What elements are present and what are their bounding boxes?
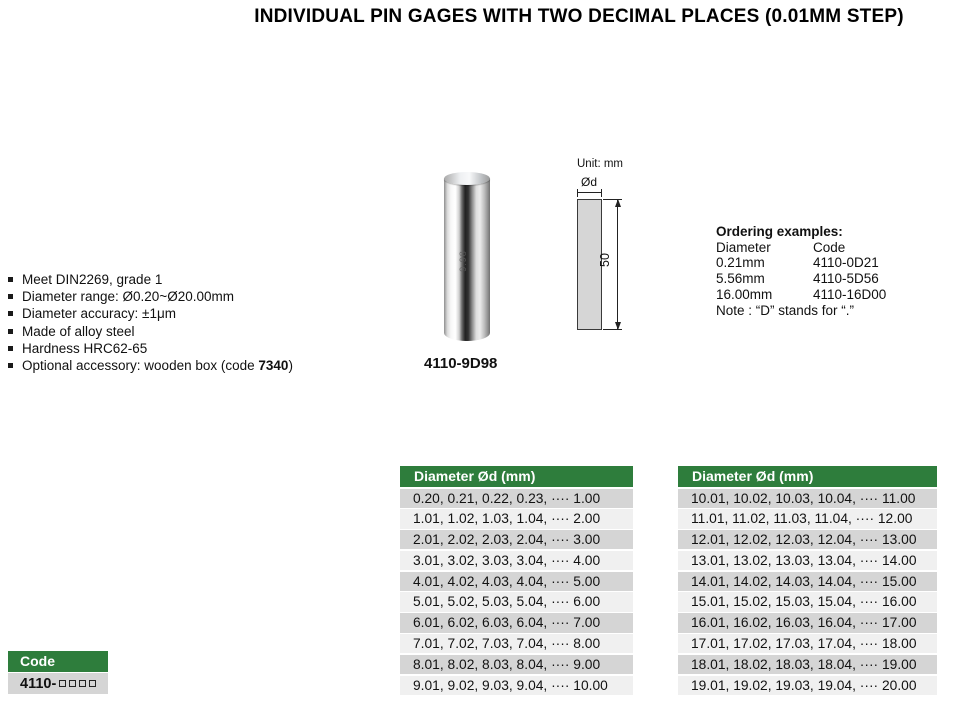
ordering-example-row [716, 271, 886, 287]
diameter-table-2 [678, 466, 937, 695]
feature-text: Meet DIN2269, grade 1 [22, 272, 163, 287]
table-row: 12.01, 12.02, 12.03, 12.04, ···· 13.00 [678, 530, 937, 549]
bullet-square-icon [8, 363, 13, 368]
ordering-title: Ordering examples: [716, 224, 843, 239]
code-panel [8, 651, 108, 694]
table-row: 13.01, 13.02, 13.03, 13.04, ···· 14.00 [678, 551, 937, 570]
product-code-label: 4110-9D98 [424, 355, 498, 372]
feature-text: Hardness HRC62-65 [22, 340, 148, 356]
table-row: 6.01, 6.02, 6.03, 6.04, ···· 7.00 [400, 613, 633, 632]
ordering-diameter: 16.00mm [716, 286, 773, 302]
page-title: INDIVIDUAL PIN GAGES WITH TWO DECIMAL PLACES (0.01MM STEP) [254, 6, 904, 27]
code-prefix: 4110- [20, 675, 57, 692]
ordering-example-row [716, 287, 886, 303]
table-row: 10.01, 10.02, 10.03, 10.04, ···· 11.00 [678, 489, 937, 508]
ordering-diameter: 5.56mm [716, 271, 765, 287]
ordering-col-code: Code [813, 239, 846, 255]
feature-item [8, 288, 293, 305]
table-row: 14.01, 14.02, 14.03, 14.04, ···· 15.00 [678, 572, 937, 591]
table-row: 9.01, 9.02, 9.03, 9.04, ···· 10.00 [400, 676, 633, 695]
feature-item [8, 305, 293, 322]
table-body [400, 489, 633, 695]
table-row: 2.01, 2.02, 2.03, 2.04, ···· 3.00 [400, 530, 633, 549]
table-body [678, 489, 937, 695]
ordering-example-row [716, 255, 886, 271]
table-row: 16.01, 16.02, 16.03, 16.04, ···· 17.00 [678, 613, 937, 632]
bullet-square-icon [8, 329, 13, 334]
pin-gage-photo [444, 178, 490, 341]
diameter-dim-line [577, 192, 602, 193]
table-row: 3.01, 3.02, 3.03, 3.04, ···· 4.00 [400, 551, 633, 570]
code-placeholder-box [89, 680, 96, 687]
table-row: 11.01, 11.02, 11.03, 11.04, ···· 12.00 [678, 509, 937, 528]
diameter-table-1 [400, 466, 633, 695]
unit-label: Unit: mm [577, 158, 623, 170]
ordering-code: 4110-0D21 [813, 255, 879, 271]
table-row: 7.01, 7.02, 7.03, 7.04, ···· 8.00 [400, 634, 633, 653]
bullet-square-icon [8, 294, 13, 299]
feature-text: Optional accessory: wooden box (code 7340) [22, 358, 293, 374]
table-row: 19.01, 19.02, 19.03, 19.04, ···· 20.00 [678, 676, 937, 695]
ordering-header-row [716, 240, 886, 256]
length-dim-line [617, 200, 618, 329]
table-row: 5.01, 5.02, 5.03, 5.04, ···· 6.00 [400, 592, 633, 611]
code-placeholder-boxes [56, 680, 96, 687]
table-row: 4.01, 4.02, 4.03, 4.04, ···· 5.00 [400, 572, 633, 591]
feature-text: Diameter accuracy: ±1μm [22, 306, 176, 322]
feature-text: Diameter range: Ø0.20~Ø20.00mm [22, 289, 234, 305]
ordering-rows [716, 255, 886, 302]
table-row: 18.01, 18.02, 18.03, 18.04, ···· 19.00 [678, 655, 937, 674]
table-row: 1.01, 1.02, 1.03, 1.04, ···· 2.00 [400, 509, 633, 528]
table-header: Diameter Ød (mm) [678, 466, 937, 487]
table-row: 0.20, 0.21, 0.22, 0.23, ···· 1.00 [400, 489, 633, 508]
ordering-note: Note : “D” stands for “.” [716, 302, 855, 318]
ordering-code: 4110-5D56 [813, 271, 879, 287]
code-placeholder-box [69, 680, 76, 687]
code-panel-value [8, 673, 108, 694]
table-row: 15.01, 15.02, 15.03, 15.04, ···· 16.00 [678, 592, 937, 611]
table-row: 17.01, 17.02, 17.03, 17.04, ···· 18.00 [678, 634, 937, 653]
diameter-dim-label: Ød [580, 175, 597, 189]
bullet-square-icon [8, 346, 13, 351]
pin-engraving: 9.98 [457, 250, 468, 272]
feature-item [8, 323, 293, 340]
table-row: 8.01, 8.02, 8.03, 8.04, ···· 9.00 [400, 655, 633, 674]
feature-text: Made of alloy steel [22, 323, 135, 339]
pin-top-face [444, 172, 490, 185]
ordering-diameter: 0.21mm [716, 255, 765, 271]
feature-item [8, 357, 293, 374]
feature-list [8, 271, 293, 374]
bullet-square-icon [8, 311, 13, 316]
feature-item [8, 340, 293, 357]
table-header: Diameter Ød (mm) [400, 466, 633, 487]
feature-item [8, 271, 293, 288]
code-placeholder-box [79, 680, 86, 687]
ordering-examples [716, 224, 886, 318]
code-placeholder-box [59, 680, 66, 687]
code-panel-header: Code [8, 651, 108, 672]
ordering-col-diameter: Diameter [716, 239, 771, 255]
bullet-square-icon [8, 277, 13, 282]
length-dim-label: 50 [597, 253, 612, 267]
ordering-code: 4110-16D00 [813, 286, 887, 302]
